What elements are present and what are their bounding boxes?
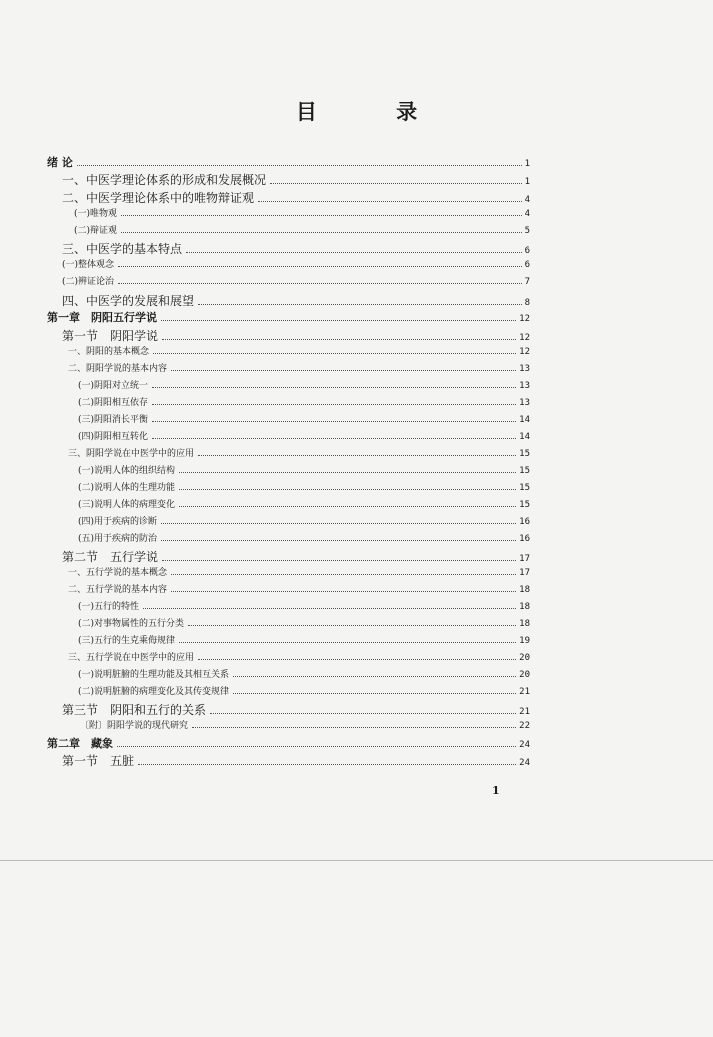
toc-entry-title: (四)阴阳相互转化 [78, 432, 149, 442]
toc-entry-title: 二、中医学理论体系中的唯物辩证观 [62, 191, 255, 205]
toc-entry [78, 616, 530, 629]
toc-entry-page: 24 [519, 740, 530, 750]
toc-entry [47, 309, 530, 325]
toc-entry [78, 480, 530, 493]
toc-entry-title: 绪 论 [47, 156, 73, 169]
toc-entry [78, 429, 530, 442]
dot-leader [77, 165, 522, 166]
page-title: 目 录 [295, 99, 454, 124]
toc-entry-title: (二)说明脏腑的病理变化及其传变规律 [78, 687, 230, 697]
dot-leader [198, 304, 522, 305]
toc-entry-page: 15 [519, 466, 530, 476]
toc-entry-page: 1 [524, 177, 530, 187]
dot-leader [171, 370, 516, 371]
toc-entry-title: (二)辨证论治 [62, 277, 115, 287]
toc-entry-title: 三、五行学说在中医学中的应用 [68, 653, 195, 663]
toc-entry-title: (二)阴阳相互依存 [78, 398, 149, 408]
toc-entry-title: (三)说明人体的病理变化 [78, 500, 176, 510]
dot-leader [258, 201, 522, 202]
dot-leader [198, 659, 516, 660]
toc-entry-page: 12 [519, 333, 530, 343]
toc-entry-page: 14 [519, 415, 530, 425]
toc-entry [78, 684, 530, 697]
toc-entry-page: 4 [524, 209, 530, 219]
dot-leader [138, 764, 516, 765]
toc-entry-title: (一)整体观念 [62, 260, 115, 270]
dot-leader [118, 266, 522, 267]
toc-entry-title: 第二节 五行学说 [62, 550, 159, 564]
toc-entry [78, 633, 530, 646]
dot-leader [152, 421, 516, 422]
dot-leader [233, 693, 516, 694]
toc-entry-page: 8 [524, 298, 530, 308]
toc-entry [62, 548, 530, 565]
dot-leader [179, 506, 516, 507]
dot-leader [161, 523, 516, 524]
dot-leader [192, 727, 516, 728]
dot-leader [233, 676, 516, 677]
toc-entry-page: 15 [519, 449, 530, 459]
toc-entry-page: 16 [519, 517, 530, 527]
toc-entry [78, 412, 530, 425]
toc-entry [62, 240, 530, 257]
toc-entry-page: 5 [524, 226, 530, 236]
toc-entry-page: 18 [519, 602, 530, 612]
toc-entry-page: 15 [519, 483, 530, 493]
dot-leader [152, 387, 516, 388]
toc-entry-title: (三)五行的生克乘侮规律 [78, 636, 176, 646]
toc-entry-title: (一)说明人体的组织结构 [78, 466, 176, 476]
toc-entry-title: 二、阴阳学说的基本内容 [68, 364, 168, 374]
toc-entry [68, 650, 530, 663]
toc-entry-page: 1 [524, 159, 530, 169]
toc-entry [68, 361, 530, 374]
toc-entry-page: 18 [519, 585, 530, 595]
toc-entry-title: (二)对事物属性的五行分类 [78, 619, 185, 629]
dot-leader [179, 472, 516, 473]
toc-entry [78, 599, 530, 612]
toc-entry [78, 514, 530, 527]
toc-entry-page: 18 [519, 619, 530, 629]
toc-entry [78, 378, 530, 391]
toc-entry [80, 718, 530, 731]
toc-entry-page: 13 [519, 364, 530, 374]
toc-entry [78, 497, 530, 510]
dot-leader [162, 339, 516, 340]
toc-entry-title: (三)阴阳消长平衡 [78, 415, 149, 425]
toc-entry-page: 24 [519, 758, 530, 768]
dot-leader [198, 455, 516, 456]
toc-entry-title: 一、阴阳的基本概念 [68, 347, 150, 357]
scan-edge-line [0, 860, 713, 861]
toc-entry [74, 223, 530, 236]
dot-leader [171, 591, 516, 592]
toc-entry-title: 第三节 阴阳和五行的关系 [62, 703, 207, 717]
toc-entry [62, 701, 530, 718]
toc-entry-title: 第一节 阴阳学说 [62, 329, 159, 343]
toc-entry [62, 274, 530, 287]
dot-leader [188, 625, 516, 626]
toc-entry [47, 154, 530, 170]
dot-leader [153, 353, 516, 354]
toc-entry-title: (一)五行的特性 [78, 602, 140, 612]
toc-entry [78, 531, 530, 544]
toc-entry [62, 752, 530, 769]
toc-entry-title: 第一节 五脏 [62, 754, 135, 768]
dot-leader [186, 252, 522, 253]
toc-entry [68, 344, 530, 357]
toc-entry-page: 13 [519, 398, 530, 408]
toc-entry [62, 327, 530, 344]
toc-entry-page: 17 [519, 568, 530, 578]
toc-entry-page: 7 [524, 277, 530, 287]
toc-entry-page: 22 [519, 721, 530, 731]
toc-entry-title: (一)说明脏腑的生理功能及其相互关系 [78, 670, 230, 680]
toc-entry-page: 12 [519, 314, 530, 324]
toc-entry-title: (二)辩证观 [74, 226, 118, 236]
toc-entry-title: (五)用于疾病的防治 [78, 534, 158, 544]
toc-entry [74, 206, 530, 219]
dot-leader [117, 746, 516, 747]
dot-leader [161, 320, 516, 321]
toc-entry-page: 14 [519, 432, 530, 442]
toc-entry-title: 第二章 藏象 [47, 737, 113, 750]
toc-entry [62, 171, 530, 188]
toc-entry-title: 一、中医学理论体系的形成和发展概况 [62, 173, 267, 187]
toc-entry-title: 三、阴阳学说在中医学中的应用 [68, 449, 195, 459]
toc-entry [62, 257, 530, 270]
dot-leader [152, 438, 516, 439]
toc-entry-page: 20 [519, 670, 530, 680]
dot-leader [171, 574, 516, 575]
toc-entry-title: (二)说明人体的生理功能 [78, 483, 176, 493]
toc-entry-page: 16 [519, 534, 530, 544]
dot-leader [118, 283, 522, 284]
dot-leader [162, 560, 516, 561]
toc-entry [62, 189, 530, 206]
dot-leader [121, 232, 522, 233]
toc-entry-page: 15 [519, 500, 530, 510]
toc-entry [68, 582, 530, 595]
toc-entry-title: 〔附〕阴阳学说的现代研究 [80, 721, 189, 731]
toc-entry [68, 446, 530, 459]
toc-entry-title: 第一章 阴阳五行学说 [47, 311, 157, 324]
dot-leader [179, 489, 516, 490]
toc-entry-page: 21 [519, 707, 530, 717]
dot-leader [121, 215, 522, 216]
toc-entry-page: 17 [519, 554, 530, 564]
dot-leader [152, 404, 516, 405]
dot-leader [270, 183, 522, 184]
toc-entry [68, 565, 530, 578]
dot-leader [161, 540, 516, 541]
toc-entry-title: 一、五行学说的基本概念 [68, 568, 168, 578]
toc-entry-title: (一)唯物观 [74, 209, 118, 219]
toc-entry [62, 292, 530, 309]
toc-entry-page: 20 [519, 653, 530, 663]
toc-entry-page: 12 [519, 347, 530, 357]
toc-entry [78, 395, 530, 408]
toc-entry-title: 二、五行学说的基本内容 [68, 585, 168, 595]
toc-entry-page: 19 [519, 636, 530, 646]
toc-entry-title: 三、中医学的基本特点 [62, 242, 183, 256]
toc-entry-page: 21 [519, 687, 530, 697]
toc-entry-title: 四、中医学的发展和展望 [62, 294, 195, 308]
toc-entry-title: (一)阴阳对立统一 [78, 381, 149, 391]
toc-entry [47, 735, 530, 751]
toc-entry-page: 13 [519, 381, 530, 391]
toc-entry-page: 6 [524, 260, 530, 270]
toc-entry-title: (四)用于疾病的诊断 [78, 517, 158, 527]
dot-leader [143, 608, 516, 609]
dot-leader [210, 713, 516, 714]
toc-entry-page: 6 [524, 246, 530, 256]
page-number: 1 [492, 784, 500, 797]
toc-entry [78, 463, 530, 476]
dot-leader [179, 642, 516, 643]
toc-entry-page: 4 [524, 195, 530, 205]
toc-entry [78, 667, 530, 680]
